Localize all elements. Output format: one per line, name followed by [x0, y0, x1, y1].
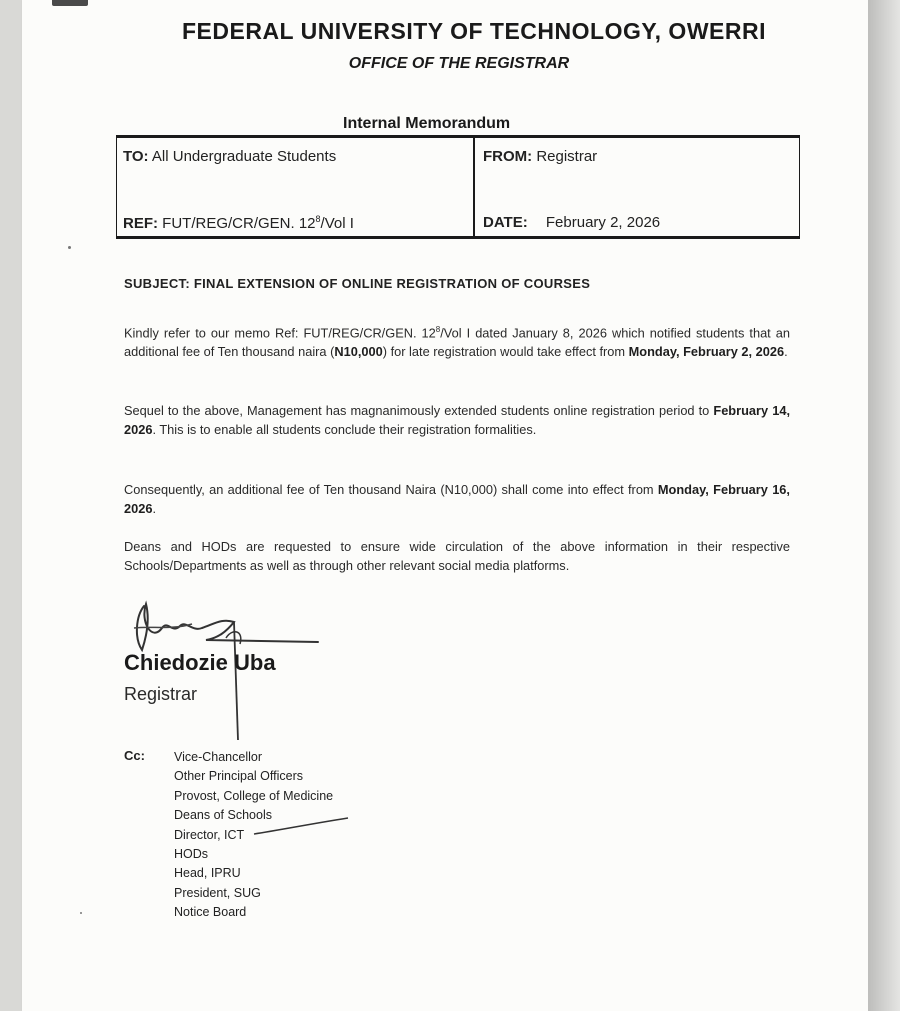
cc-recipient: President, SUG — [174, 885, 261, 900]
cc-recipient: HODs — [174, 847, 209, 862]
signatory-name: Chiedozie Uba — [124, 650, 276, 675]
cc-recipient: Vice-Chancellor — [174, 750, 263, 764]
scan-speck — [68, 246, 71, 249]
office-subtitle: OFFICE OF THE REGISTRAR — [348, 55, 570, 72]
cc-recipient: Deans of Schools — [174, 808, 272, 823]
ref-field — [123, 214, 354, 232]
p1-superscript: 8 — [435, 325, 441, 334]
paragraph-3 — [124, 480, 790, 518]
signatory-title: Registrar — [124, 684, 198, 704]
p1-text-b: /Vol I dated January 8, 2026 which notified students that an additional fee of Ten thousand naira ( — [124, 325, 790, 360]
p1-date: Monday, February 2, 2026 — [628, 344, 785, 360]
p1-text-a: Kindly refer to our memo Ref: FUT/REG/CR/GEN. 12 — [124, 325, 436, 341]
cc-recipient: Head, IPRU — [174, 866, 241, 881]
to-value: All Undergraduate Students — [151, 148, 337, 165]
p3-text-b: . — [152, 501, 157, 516]
ref-value: FUT/REG/CR/GEN. 12 — [162, 215, 316, 232]
memo-title: Internal Memorandum — [343, 115, 511, 132]
p2-text-a: Sequel to the above, Management has magnanimously extended students online registration period to — [124, 403, 714, 418]
from-field — [483, 148, 597, 165]
cc-label: Cc: — [124, 748, 145, 763]
paragraph-1 — [124, 320, 790, 361]
cc-recipient: Notice Board — [174, 905, 247, 920]
ref-tail: /Vol I — [320, 215, 354, 232]
subject-line: SUBJECT: FINAL EXTENSION OF ONLINE REGISTRATION OF COURSES — [124, 276, 591, 291]
university-title: FEDERAL UNIVERSITY OF TECHNOLOGY, OWERRI — [182, 18, 766, 44]
paragraph-4: Deans and HODs are requested to ensure wide circulation of the above information in their respective Schools/Departments as well as through other relevant social media platforms. — [124, 539, 790, 573]
scan-speck — [80, 912, 82, 914]
p1-text-d: . — [784, 344, 788, 360]
ref-label: REF: — [123, 215, 158, 232]
cc-recipient: Other Principal Officers — [174, 769, 303, 784]
date-value: February 2, 2026 — [545, 214, 661, 231]
p1-text-c: ) for late registration would take effect from — [382, 344, 629, 360]
to-label: TO: — [123, 148, 149, 165]
from-value: Registrar — [536, 148, 598, 165]
memo-header-table — [116, 135, 800, 239]
p3-date: Monday, February 16, 2026 — [124, 482, 790, 516]
to-field — [123, 148, 336, 165]
page-shadow — [868, 0, 900, 1011]
page-edge-tab — [52, 0, 88, 6]
from-label: FROM: — [483, 148, 533, 165]
date-field — [483, 214, 660, 231]
paragraph-2 — [124, 401, 790, 439]
ref-superscript: 8 — [315, 214, 321, 224]
p2-date: February 14, 2026 — [124, 403, 790, 437]
p3-text-a: Consequently, an additional fee of Ten thousand Naira (N10,000) shall come into effect from — [124, 482, 658, 497]
cc-recipient: Director, ICT — [174, 827, 245, 842]
pen-mark — [250, 812, 360, 842]
cc-recipient: Provost, College of Medicine — [174, 788, 334, 803]
p2-text-b: . This is to enable all students conclude their registration formalities. — [152, 422, 537, 437]
date-label: DATE: — [483, 214, 528, 231]
p1-amount: N10,000 — [334, 344, 383, 360]
memo-divider — [473, 138, 475, 236]
